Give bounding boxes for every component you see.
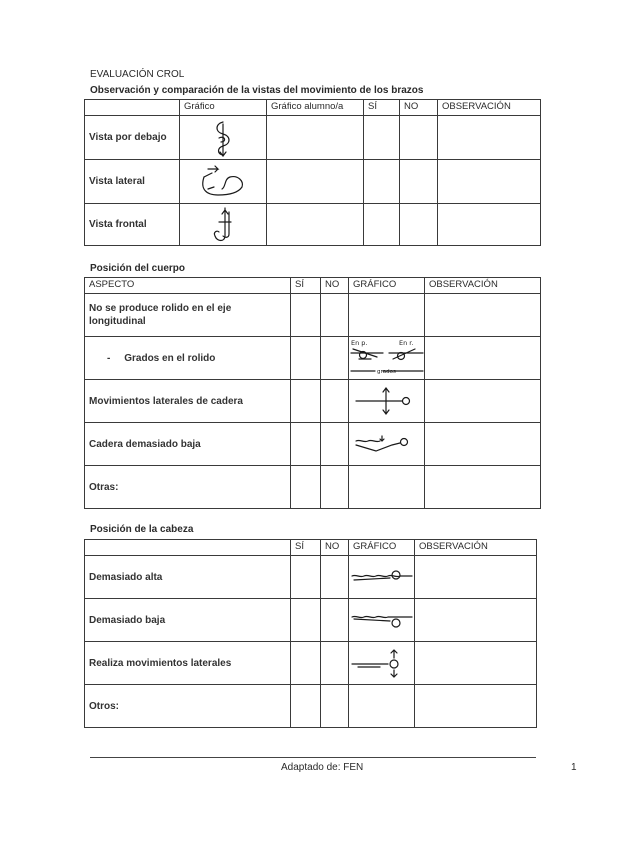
head-no-cell[interactable] <box>321 556 349 599</box>
body-section-heading: Posición del cuerpo <box>90 263 186 274</box>
roll-sketch-label-right: En r. <box>399 339 414 347</box>
arm-front-view-sketch <box>205 206 241 244</box>
head-observacion-cell[interactable] <box>415 556 537 599</box>
body-grafico-cell <box>349 380 425 423</box>
arms-grafico-cell <box>180 204 267 246</box>
table-row <box>85 380 541 423</box>
arms-observacion-cell[interactable] <box>438 116 541 160</box>
body-observacion-cell[interactable] <box>425 337 541 380</box>
body-observacion-cell[interactable] <box>425 423 541 466</box>
body-grafico-cell <box>349 294 425 337</box>
arms-header-si: SÍ <box>364 100 400 116</box>
head-header-observacion: OBSERVACIÓN <box>415 540 537 556</box>
table-row <box>85 599 537 642</box>
table-row <box>85 160 541 204</box>
document-title: EVALUACIÓN CROL <box>90 69 185 80</box>
body-grafico-cell <box>349 423 425 466</box>
table-row <box>85 642 537 685</box>
footer-credit: Adaptado de: FEN <box>281 762 364 773</box>
arms-table <box>84 99 541 246</box>
bullet-dash: - <box>107 352 125 364</box>
head-row-label: Demasiado baja <box>85 599 291 642</box>
arms-header-no: NO <box>400 100 438 116</box>
head-header-no: NO <box>321 540 349 556</box>
body-row-label-text: Grados en el rolido <box>124 352 216 364</box>
head-si-cell[interactable] <box>291 685 321 728</box>
body-row-label: Movimientos laterales de cadera <box>85 380 291 423</box>
arms-row-label: Vista frontal <box>85 204 180 246</box>
arms-row-label: Vista lateral <box>85 160 180 204</box>
arms-header-observacion: OBSERVACIÓN <box>438 100 541 116</box>
body-si-cell[interactable] <box>291 423 321 466</box>
body-observacion-cell[interactable] <box>425 380 541 423</box>
footer-divider <box>90 757 536 758</box>
arms-alumno-cell[interactable] <box>267 160 364 204</box>
arms-alumno-cell[interactable] <box>267 204 364 246</box>
body-no-cell[interactable] <box>321 423 349 466</box>
body-si-cell[interactable] <box>291 466 321 509</box>
head-header-grafico: GRÁFICO <box>349 540 415 556</box>
body-row-label: No se produce rolido en el eje longitudinal <box>85 294 291 337</box>
arms-row-label: Vista por debajo <box>85 116 180 160</box>
head-si-cell[interactable] <box>291 642 321 685</box>
body-observacion-cell[interactable] <box>425 294 541 337</box>
arms-si-cell[interactable] <box>364 160 400 204</box>
body-header-grafico: GRÁFICO <box>349 278 425 294</box>
head-low-sketch <box>350 605 414 635</box>
body-header-observacion: OBSERVACIÓN <box>425 278 541 294</box>
head-si-cell[interactable] <box>291 556 321 599</box>
page-number: 1 <box>571 762 577 773</box>
roll-sketch-label-left: En p. <box>351 339 368 347</box>
arm-side-view-sketch <box>198 163 248 201</box>
body-grafico-cell <box>349 337 425 380</box>
arms-header-empty <box>85 100 180 116</box>
table-row <box>85 337 541 380</box>
head-grafico-cell <box>349 556 415 599</box>
head-row-label: Realiza movimientos laterales <box>85 642 291 685</box>
arm-underwater-view-sketch <box>203 118 243 158</box>
head-no-cell[interactable] <box>321 642 349 685</box>
head-header-empty <box>85 540 291 556</box>
body-si-cell[interactable] <box>291 380 321 423</box>
body-no-cell[interactable] <box>321 337 349 380</box>
body-row-label <box>85 337 291 380</box>
table-row <box>85 466 541 509</box>
head-high-sketch <box>350 562 414 592</box>
body-grafico-cell <box>349 466 425 509</box>
table-row <box>85 556 537 599</box>
arms-header-grafico-alumno: Gráfico alumno/a <box>267 100 364 116</box>
head-observacion-cell[interactable] <box>415 599 537 642</box>
head-grafico-cell <box>349 599 415 642</box>
table-row <box>85 116 541 160</box>
arms-no-cell[interactable] <box>400 116 438 160</box>
head-lateral-sketch <box>350 646 414 680</box>
arms-si-cell[interactable] <box>364 204 400 246</box>
arms-table-header <box>85 100 541 116</box>
low-hip-sketch <box>352 427 422 461</box>
arms-alumno-cell[interactable] <box>267 116 364 160</box>
body-observacion-cell[interactable] <box>425 466 541 509</box>
table-row <box>85 685 537 728</box>
head-si-cell[interactable] <box>291 599 321 642</box>
table-row <box>85 204 541 246</box>
arms-observacion-cell[interactable] <box>438 204 541 246</box>
body-no-cell[interactable] <box>321 294 349 337</box>
head-position-table <box>84 539 537 728</box>
head-observacion-cell[interactable] <box>415 642 537 685</box>
body-row-label: Otras: <box>85 466 291 509</box>
arms-grafico-cell <box>180 116 267 160</box>
arms-no-cell[interactable] <box>400 160 438 204</box>
head-header-si: SÍ <box>291 540 321 556</box>
body-header-no: NO <box>321 278 349 294</box>
lateral-hip-sketch <box>352 384 422 418</box>
arms-grafico-cell <box>180 160 267 204</box>
body-table-header <box>85 278 541 294</box>
arms-section-heading: Observación y comparación de la vistas del movimiento de los brazos <box>90 85 424 96</box>
roll-sketch-bottom-label: grados <box>377 369 396 375</box>
head-observacion-cell[interactable] <box>415 685 537 728</box>
head-section-heading: Posición de la cabeza <box>90 524 194 535</box>
table-row <box>85 294 541 337</box>
arms-header-grafico: Gráfico <box>180 100 267 116</box>
roll-degrees-sketch <box>349 337 425 379</box>
body-no-cell[interactable] <box>321 466 349 509</box>
arms-no-cell[interactable] <box>400 204 438 246</box>
table-row <box>85 423 541 466</box>
head-no-cell[interactable] <box>321 685 349 728</box>
head-row-label: Otros: <box>85 685 291 728</box>
head-table-header <box>85 540 537 556</box>
head-no-cell[interactable] <box>321 599 349 642</box>
head-row-label: Demasiado alta <box>85 556 291 599</box>
head-grafico-cell <box>349 642 415 685</box>
body-header-aspecto: ASPECTO <box>85 278 291 294</box>
body-si-cell[interactable] <box>291 294 321 337</box>
arms-observacion-cell[interactable] <box>438 160 541 204</box>
body-no-cell[interactable] <box>321 380 349 423</box>
body-position-table <box>84 277 541 509</box>
arms-si-cell[interactable] <box>364 116 400 160</box>
body-si-cell[interactable] <box>291 337 321 380</box>
body-header-si: SÍ <box>291 278 321 294</box>
head-grafico-cell <box>349 685 415 728</box>
body-row-label: Cadera demasiado baja <box>85 423 291 466</box>
